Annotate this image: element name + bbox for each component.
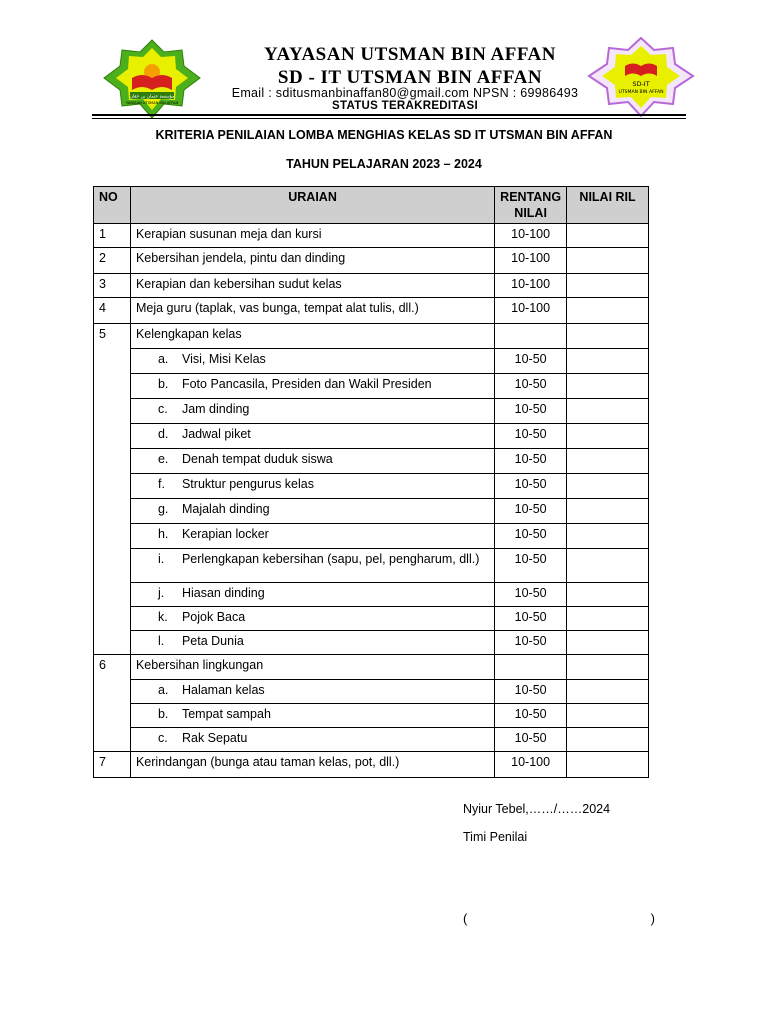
row-uraian	[130, 728, 494, 752]
sub-letter: a.	[157, 352, 169, 366]
row-uraian	[130, 607, 494, 631]
row-uraian	[130, 704, 494, 728]
row-nilai-ril	[567, 474, 649, 499]
row-rentang: 10-50	[495, 399, 567, 424]
row-rentang: 10-100	[495, 224, 567, 248]
sub-letter: c.	[157, 402, 168, 416]
row-rentang: 10-100	[495, 248, 567, 274]
row-nilai-ril	[567, 631, 649, 655]
org-name-school: SD - IT UTSMAN BIN AFFAN	[277, 67, 543, 88]
row-uraian	[130, 374, 494, 399]
row-uraian	[130, 680, 494, 704]
row-no-empty	[94, 399, 131, 424]
row-uraian: Kerapian dan kebersihan sudut kelas	[130, 274, 494, 298]
table-header-row	[94, 187, 649, 224]
row-rentang: 10-100	[495, 298, 567, 324]
logo-right-text2: UTSMAN BIN AFFAN	[618, 90, 664, 95]
row-uraian	[130, 499, 494, 524]
sub-text: Kerapian locker	[181, 527, 269, 541]
document-title: KRITERIA PENILAIAN LOMBA MENGHIAS KELAS SD IT UTSMAN BIN AFFAN	[155, 128, 613, 142]
sub-letter: a.	[157, 683, 169, 697]
row-nilai-ril	[567, 399, 649, 424]
sub-text: Struktur pengurus kelas	[181, 477, 314, 491]
sub-text: Jadwal piket	[181, 427, 251, 441]
row-uraian: Meja guru (taplak, vas bunga, tempat alat tulis, dll.)	[130, 298, 494, 324]
row-nilai-ril	[567, 274, 649, 298]
row-rentang: 10-50	[495, 704, 567, 728]
row-uraian	[130, 631, 494, 655]
row-uraian: Kebersihan lingkungan	[130, 655, 494, 680]
sub-text: Foto Pancasila, Presiden dan Wakil Presiden	[181, 377, 432, 391]
row-rentang: 10-100	[495, 752, 567, 778]
table-row	[94, 374, 649, 399]
table-row	[94, 583, 649, 607]
sub-text: Peta Dunia	[181, 634, 244, 648]
row-no-empty	[94, 631, 131, 655]
academic-year: TAHUN PELAJARAN 2023 – 2024	[286, 157, 482, 171]
sub-text: Pojok Baca	[181, 610, 246, 624]
table-row	[94, 274, 649, 298]
sub-letter: i.	[157, 552, 165, 566]
letterhead-rule-thick	[92, 114, 686, 116]
row-rentang: 10-50	[495, 607, 567, 631]
row-no: 7	[94, 752, 131, 778]
sub-letter: d.	[157, 427, 169, 441]
row-no: 1	[94, 224, 131, 248]
row-uraian: Kerindangan (bunga atau taman kelas, pot, dll.)	[130, 752, 494, 778]
sub-text: Visi, Misi Kelas	[181, 352, 266, 366]
row-nilai-ril	[567, 583, 649, 607]
row-no-empty	[94, 583, 131, 607]
row-no-empty	[94, 474, 131, 499]
row-no-empty	[94, 349, 131, 374]
row-uraian	[130, 474, 494, 499]
row-rentang	[495, 324, 567, 349]
signature-open-paren: (	[463, 911, 468, 926]
row-nilai-ril	[567, 680, 649, 704]
table-row	[94, 399, 649, 424]
sub-letter: k.	[157, 610, 168, 624]
row-uraian: Kelengkapan kelas	[130, 324, 494, 349]
table-row	[94, 349, 649, 374]
row-uraian	[130, 399, 494, 424]
sub-letter: h.	[157, 527, 169, 541]
table-row	[94, 474, 649, 499]
logo-right-text1: SD-IT	[632, 80, 650, 88]
row-nilai-ril	[567, 298, 649, 324]
table-row	[94, 449, 649, 474]
org-name-foundation: YAYASAN UTSMAN BIN AFFAN	[264, 44, 556, 65]
criteria-table	[93, 186, 649, 778]
row-nilai-ril	[567, 655, 649, 680]
row-no-empty	[94, 607, 131, 631]
yayasan-book-star-icon	[100, 38, 204, 120]
header-nilai-ril: NILAI RIL	[567, 187, 649, 224]
row-no-empty	[94, 728, 131, 752]
sub-letter: f.	[157, 477, 165, 491]
table-row	[94, 728, 649, 752]
row-no-empty	[94, 449, 131, 474]
sub-text: Rak Sepatu	[181, 731, 248, 745]
sub-letter: b.	[157, 377, 169, 391]
row-uraian	[130, 524, 494, 549]
row-nilai-ril	[567, 752, 649, 778]
row-nilai-ril	[567, 704, 649, 728]
sdit-book-star-icon	[585, 36, 697, 118]
row-nilai-ril	[567, 549, 649, 583]
letterhead	[0, 0, 768, 115]
table-row	[94, 631, 649, 655]
header-no: NO	[94, 187, 131, 224]
accreditation-status: STATUS TERAKREDITASI	[332, 100, 478, 112]
row-rentang: 10-50	[495, 583, 567, 607]
row-nilai-ril	[567, 349, 649, 374]
row-uraian	[130, 349, 494, 374]
place-date: Nyiur Tebel,……/……2024	[463, 802, 611, 816]
row-rentang: 10-50	[495, 474, 567, 499]
row-no: 2	[94, 248, 131, 274]
sub-letter: j.	[157, 586, 165, 600]
table-row	[94, 224, 649, 248]
table-row	[94, 752, 649, 778]
row-rentang: 10-50	[495, 424, 567, 449]
sub-letter: e.	[157, 452, 169, 466]
row-no-empty	[94, 704, 131, 728]
row-nilai-ril	[567, 607, 649, 631]
sub-text: Denah tempat duduk siswa	[181, 452, 333, 466]
sub-text: Jam dinding	[181, 402, 250, 416]
row-nilai-ril	[567, 324, 649, 349]
row-rentang: 10-100	[495, 274, 567, 298]
sub-text: Tempat sampah	[181, 707, 271, 721]
header-uraian: URAIAN	[130, 187, 494, 224]
table-row	[94, 680, 649, 704]
row-nilai-ril	[567, 499, 649, 524]
table-row	[94, 704, 649, 728]
row-rentang: 10-50	[495, 449, 567, 474]
row-rentang	[495, 655, 567, 680]
sub-text: Perlengkapan kebersihan (sapu, pel, pengharum, dll.)	[181, 552, 480, 566]
signature-line	[463, 911, 655, 926]
row-nilai-ril	[567, 248, 649, 274]
row-no-empty	[94, 549, 131, 583]
row-nilai-ril	[567, 224, 649, 248]
row-uraian	[130, 424, 494, 449]
row-no: 4	[94, 298, 131, 324]
row-rentang: 10-50	[495, 549, 567, 583]
letterhead-rule-thin	[92, 118, 686, 119]
table-row	[94, 607, 649, 631]
row-nilai-ril	[567, 449, 649, 474]
table-row	[94, 424, 649, 449]
row-no-empty	[94, 499, 131, 524]
header-rentang-nilai: RENTANG NILAI	[495, 187, 567, 224]
row-uraian: Kerapian susunan meja dan kursi	[130, 224, 494, 248]
sub-text: Hiasan dinding	[181, 586, 265, 600]
table-row	[94, 298, 649, 324]
row-rentang: 10-50	[495, 499, 567, 524]
row-nilai-ril	[567, 374, 649, 399]
signature-close-paren: )	[650, 911, 655, 926]
sub-letter: g.	[157, 502, 169, 516]
row-no: 3	[94, 274, 131, 298]
row-rentang: 10-50	[495, 524, 567, 549]
contact-line: Email : sditusmanbinaffan80@gmail.com NPSN : 69986493	[231, 86, 579, 100]
row-rentang: 10-50	[495, 631, 567, 655]
row-nilai-ril	[567, 728, 649, 752]
row-no-empty	[94, 524, 131, 549]
row-uraian	[130, 583, 494, 607]
sub-text: Halaman kelas	[181, 683, 265, 697]
sub-letter: c.	[157, 731, 168, 745]
sub-letter: l.	[157, 634, 165, 648]
table-row	[94, 248, 649, 274]
row-no: 5	[94, 324, 131, 349]
row-uraian: Kebersihan jendela, pintu dan dinding	[130, 248, 494, 274]
row-uraian	[130, 449, 494, 474]
row-rentang: 10-50	[495, 349, 567, 374]
sub-letter: b.	[157, 707, 169, 721]
row-no-empty	[94, 424, 131, 449]
sub-text: Majalah dinding	[181, 502, 270, 516]
row-no-empty	[94, 680, 131, 704]
table-row	[94, 524, 649, 549]
row-nilai-ril	[567, 524, 649, 549]
table-row	[94, 324, 649, 349]
row-nilai-ril	[567, 424, 649, 449]
row-uraian	[130, 549, 494, 583]
table-row	[94, 499, 649, 524]
row-no: 6	[94, 655, 131, 680]
table-row	[94, 655, 649, 680]
row-rentang: 10-50	[495, 680, 567, 704]
logo-left-latin: YAYASAN UTSMAN BIN AFFAN	[125, 101, 179, 105]
row-rentang: 10-50	[495, 374, 567, 399]
logo-left-arabic: مؤسسة عثمان بن عفان	[129, 94, 175, 100]
row-no-empty	[94, 374, 131, 399]
judging-team-label: Timi Penilai	[463, 830, 528, 844]
table-row	[94, 549, 649, 583]
row-rentang: 10-50	[495, 728, 567, 752]
